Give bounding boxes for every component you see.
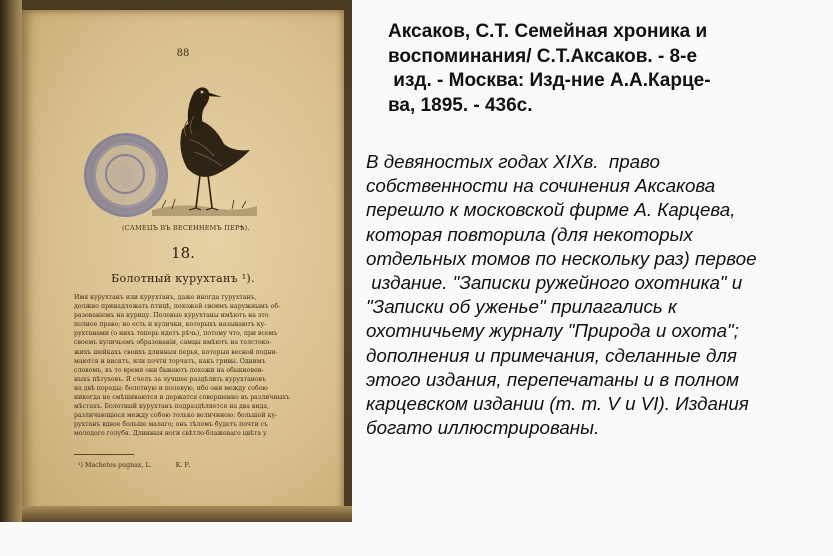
description-line: которая повторила (для некоторых [366,223,693,245]
body-line: мѣстахъ. Болотный курухтанъ подраздѣляется на два вида, [74,403,269,411]
library-stamp-inner-ring [105,154,145,194]
body-line: должно принадлежать птицѣ, похожей своимъ наружнымъ об- [74,303,281,311]
body-line: на двѣ породы: болотную и полевую, ибо они между собою [74,384,268,392]
description-line: В девяностых годах XIXв. право [366,151,660,172]
body-line: ныхъ пѣтуховъ. Я счелъ за лучшее раздѣлить курухтановъ [74,375,267,383]
description-line: карцевском издании (т. т. V и VI). Издания [366,393,749,415]
body-line: молодого голубя. Длинныя ноги свѣтло-блажеваго цвѣта у [74,430,267,438]
book-spine-edge [0,0,22,522]
section-number: 18. [171,244,195,262]
body-line: полное право; но есть и кулички, которыхъ называютъ ку- [74,321,267,329]
body-line: рухтанами (о нихъ теперь идетъ рѣчь), потому что, при всемъ [74,330,278,338]
book-body-text [74,293,336,439]
body-line: никогда не смѣшиваются и держатся совершенно въ различныхъ [74,394,290,402]
body-line: Имя курухтанъ или курухтанъ, даже иногда турухтанъ, [74,294,257,301]
ruff-bird-illustration [142,70,262,220]
footnote-text: ¹) Machetes pugnax, L. [78,462,152,469]
figure-caption: (САМЕЦЪ ВЪ ВЕСЕННЕМЪ ПЕРѢ). [122,224,250,232]
edition-description [366,150,831,440]
body-line: разованіемъ на курицу. Полевые курухтаны имѣютъ на это [74,312,269,320]
body-line: жихъ шейкахъ своихъ длинныя перья, которыя весной подни- [74,348,278,356]
section-title: Болотный курухтанъ ¹). [111,272,255,285]
description-line: отдельных томов по нескольку раз) первое [366,247,757,269]
citation-line: Аксаков, С.Т. Семейная хроника и [388,21,708,42]
footnote-signature: К. Р. [175,462,191,469]
description-line: перешло к московской фирме А. Карцева, [366,199,736,221]
description-line: собственности на сочинения Аксакова [366,175,716,197]
description-line: этого издания, перепечатаны и в полном [366,368,739,390]
book-bottom-edge [22,506,352,522]
citation-line: воспоминания/ С.Т.Аксаков. - 8-е [388,45,698,67]
bibliographic-citation [388,20,828,118]
citation-line: изд. - Москва: Изд-ние А.А.Карце- [388,70,711,91]
book-page [22,10,344,515]
body-line: своемъ куличьемъ образованіи, самцы имѣютъ на толстоко- [74,339,272,347]
body-line: словомъ, въ то время они бываютъ похожи на обыкновен- [74,366,264,374]
description-line: "Записки об уженье" прилагались к [366,296,677,318]
citation-line: ва, 1895. - 436с. [388,94,533,116]
book-page-photo [0,0,352,522]
description-line: издание. "Записки ружейного охотника" и [366,272,743,294]
body-line: рухтанъ вдвое больше малаго; онъ тѣломъ будетъ почти съ [74,421,268,429]
page-number: 88 [176,48,190,59]
footnote [78,462,191,469]
body-line: маются и висятъ, или почти торчатъ, какъ гривы. Однимъ [74,357,266,365]
description-line: охотничьему журналу "Природа и охота"; [366,320,739,342]
description-line: богато иллюстрированы. [366,417,600,439]
description-line: дополнения и примечания, сделанные для [366,344,737,366]
body-line: различающіеся между собою только величиною: большой ку- [74,412,278,420]
footnote-rule [74,454,134,455]
